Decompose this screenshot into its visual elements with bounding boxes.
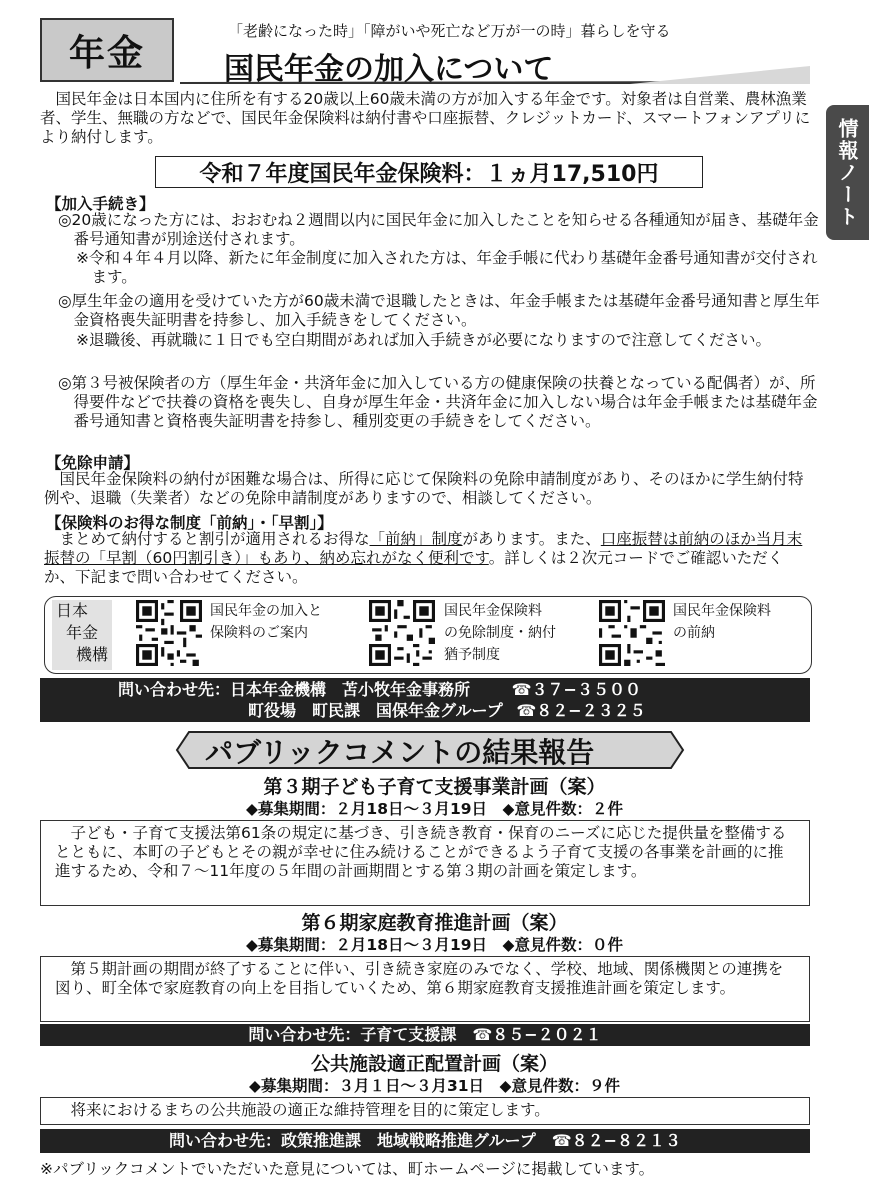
plan-title: 第３期子ども子育て支援事業計画（案） [263,776,606,798]
contact-pension [118,679,646,721]
org-label-line: 機構 [75,645,108,664]
qr-caption-line: 国民年金保険料 [673,603,771,619]
enrollment-note: ※令和４年４月以降、新たに年金制度に加入された方は、年金手帳に代わり基礎年金番号通知書が交付されます。 [76,249,818,286]
qr-code-enrollment[interactable] [136,600,202,666]
discount-paragraph [44,530,814,587]
side-tab-info-note: 情報ノート [826,105,869,240]
plan-title: 第６期家庭教育推進計画（案） [301,912,568,934]
fee-box: 令和７年度国民年金保険料：１ヵ月17,510円 [155,156,703,188]
qr-caption [673,600,771,644]
discount-text: があります。また、 [462,530,601,548]
discount-heading: 【保険料のお得な制度「前納」・「早割」】 [46,514,333,532]
contact-bar-policy: 問い合わせ先：政策推進課 地域戦略推進グループ ☎８２−８２１３ [40,1129,810,1153]
plan-description: 子ども・子育て支援法第61条の規定に基づき、引き続き教育・保育のニーズに応じた提供量を整備するとともに、本町の子どもとその親が幸せに住み続けることができるよう子育て支援の各事業を計画的に推進するため、令和７〜11年度の５年間の計画期間とする第３期の計画を策定します。 [40,820,810,906]
contact-org: 日本年金機構 苫小牧年金事務所 [230,680,471,699]
plan-title: 公共施設適正配置計画（案） [310,1053,558,1075]
plan-description: 第５期計画の期間が終了することに伴い、引き続き家庭のみでなく、学校、地域、関係機関との連携を図り、町全体で家庭教育の向上を目指していくため、第６期家庭教育支援推進計画を策定します。 [40,956,810,1022]
qr-caption [210,600,322,644]
contact-label: 問い合わせ先： [118,680,231,699]
qr-caption-line: 国民年金の加入と [210,603,322,619]
enrollment-item: ◎厚生年金の適用を受けていた方が60歳未満で退職したときは、年金手帳または基礎年金番号通知書と厚生年金資格喪失証明書を持参し、加入手続きをしてください。 [58,292,820,329]
footnote: ※パブリックコメントでいただいた意見については、町ホームページに掲載しています。 [40,1160,655,1178]
discount-hayawari-underlined: 口座振替は前納のほか当月末振替の「早割（60円割引き）」もあり、納め忘れがなく便利です [44,530,803,567]
contact-tel: ☎３７−３５００ [511,680,641,699]
discount-text: 。詳しくは２次元コードでご確認いただくか、下記まで問い合わせてください。 [44,549,784,586]
plan-description: 将来におけるまちの公共施設の適正な維持管理を目的に策定します。 [40,1097,810,1125]
contact-bar-childcare: 問い合わせ先：子育て支援課 ☎８５−２０２１ [40,1024,810,1046]
page-title: 国民年金の加入について [224,52,554,87]
qr-caption-line: の前納 [673,625,715,641]
org-label-line: 年金 [65,623,98,642]
org-label-line: 日本 [55,601,88,620]
enrollment-heading: 【加入手続き】 [46,195,155,213]
qr-code-exemption[interactable] [369,600,435,666]
exemption-paragraph: 国民年金保険料の納付が困難な場合は、所得に応じて保険料の免除申請制度があり、そのほかに学生納付特例や、退職（失業者）などの免除申請制度がありますので、相談してください。 [44,470,804,507]
plan-meta: ◆募集期間：２月18日〜３月19日 ◆意見件数：０件 [246,936,623,954]
qr-caption-line: の免除制度・納付 [444,625,556,641]
discount-text: まとめて納付すると割引が適用されるお得な [59,530,370,548]
enrollment-item: ◎20歳になった方には、おおむね２週間以内に国民年金に加入したことを知らせる各種通知が届き、基礎年金番号通知書が別途送付されます。 [58,211,819,248]
enrollment-item: ◎第３号被保険者の方（厚生年金・共済年金に加入している方の健康保険の扶養となっている配偶者）が、所得要件などで扶養の資格を喪失し、自身が厚生年金・共済年金に加入しない場合は年金手帳または基礎年金番号通知書と資格喪失証明書を持参し、種別変更の手続きをしてください。 [58,374,818,430]
contact-tel: ☎８２−２３２５ [516,701,646,720]
discount-maeno-underlined: 「前納」制度 [369,530,463,548]
contact-org: 町役場 町民課 国保年金グループ [248,701,503,720]
plan-meta: ◆募集期間：３月１日〜３月31日 ◆意見件数：９件 [249,1077,620,1095]
intro-paragraph: 国民年金は日本国内に住所を有する20歳以上60歳未満の方が加入する年金です。対象者は自営業、農林漁業者、学生、無職の方などで、国民年金保険料は納付書や口座振替、クレジットカード、スマートフォンアプリにより納付します。 [40,90,811,146]
plan-meta: ◆募集期間：２月18日〜３月19日 ◆意見件数：２件 [246,800,623,818]
qr-caption [444,600,556,666]
qr-caption-line: 保険料のご案内 [210,625,308,641]
enrollment-note: ※退職後、再就職に１日でも空白期間があれば加入手続きが必要になりますので注意してください。 [76,331,771,349]
public-comment-banner: パブリックコメントの結果報告 [205,736,595,769]
exemption-heading: 【免除申請】 [46,454,140,472]
header-tagline: 「老齢になった時」「障がいや死亡など万が一の時」暮らしを守る [228,22,671,40]
qr-code-prepayment[interactable] [599,600,665,666]
category-badge: 年金 [40,18,174,82]
qr-caption-line: 猶予制度 [444,647,500,663]
qr-caption-line: 国民年金保険料 [444,603,542,619]
